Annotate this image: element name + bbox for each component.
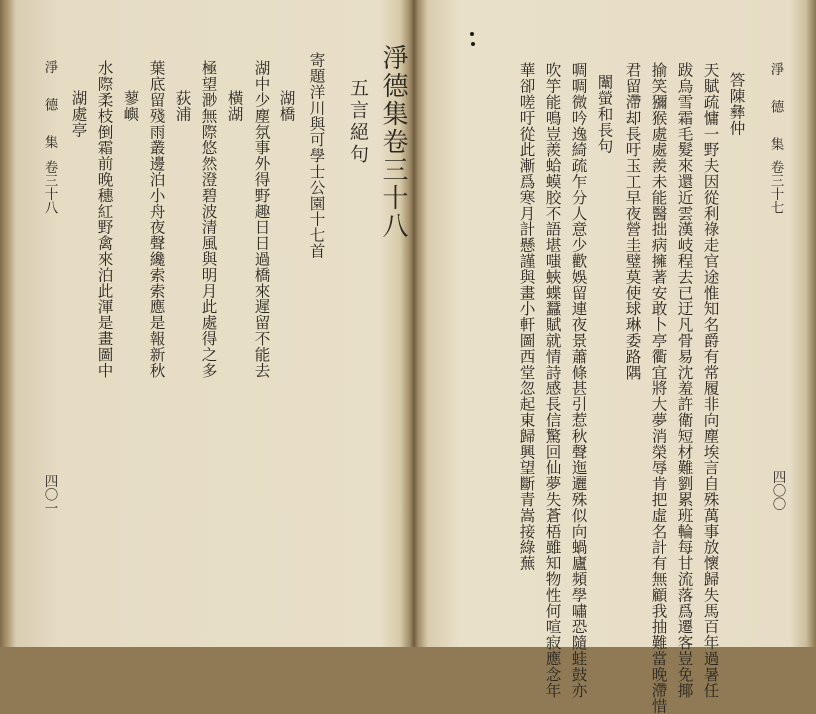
text-column-1: 天賦疏慵一野夫因從利祿走官途惟知名爵有常履非向塵埃言自殊萬事放懷歸失馬百年過暑任	[701, 62, 720, 698]
right-page	[416, 0, 812, 714]
page-number: 四〇一	[41, 474, 58, 515]
poem-title-3: 荻浦	[173, 90, 192, 122]
header-book-title: 淨 德 集	[767, 62, 784, 155]
text-column-7: 華卻嗟吁從此漸爲寒月計懸謹與畫小軒圖西堂忽起東歸興望斷青嵩接綠蕪	[517, 62, 536, 571]
poem-text-3: 葉底留殘雨叢邊泊小舟夜聲纔索索應是報新秋	[147, 60, 166, 378]
page-number: 四〇〇	[769, 470, 786, 511]
footer-book-title: 淨 德 集	[41, 60, 58, 153]
left-page	[14, 0, 410, 647]
poem-title-1: 湖橋	[277, 90, 296, 122]
section-heading: 五言絕句	[347, 78, 369, 166]
text-column-2: 跋烏雪霜毛髮來還近雲漢岐程去已迂凡骨易沈羞許衛短材難劉累班輪每甘流落爲遷客豈免揶	[675, 62, 694, 698]
poem-text-1: 湖中少塵氛事外得野趣日日過橋來遲留不能去	[252, 60, 271, 378]
poem-title-2: 橫湖	[225, 90, 244, 122]
poem-text-4: 水際柔枝倒霜前晚穗紅野禽來泊此渾是畫圖中	[95, 60, 114, 378]
poem-text-2: 極望渺無際悠然澄碧波清風與明月此處得之多	[199, 60, 218, 378]
poem-title-4: 蓼嶼	[121, 90, 140, 122]
volume-title: 淨德集卷三十八	[378, 44, 408, 240]
text-column-4: 君留滯却長吁玉工早夜營圭璧莫使球琳委路隅	[623, 62, 642, 380]
text-column-5: 啁啁微吟逸綺疏乍分人意少歡娛留連夜景蕭條甚引惹秋聲迤邐殊似向蝸廬頻學嘯恐隨蛙鼓亦	[569, 62, 588, 698]
header-volume: 卷三十七	[767, 160, 784, 214]
poem-title-firefly: 闈螢和長句	[595, 74, 614, 154]
text-column-3: 揄笑獼猴處處羨未能醫拙病擁著安敢卜亭衢宜將大夢消榮辱肯把虛名計有無顧我抽難當晚滯惜	[649, 62, 668, 714]
poem-title-answer: 答陳彝仲	[727, 72, 746, 136]
footer-volume: 卷三十八	[41, 160, 58, 214]
poem-group-title: 寄題洋川與可學士公園十七首	[307, 52, 326, 259]
poem-title-5: 湖處亭	[69, 90, 88, 138]
text-column-6: 吹竽能鳴豈羨蛤蟆胶不語堪嗤蛺蝶蠶賦就情詩感長信驚回仙夢失蒼梧雖知物性何喧寂應念年	[543, 62, 562, 698]
